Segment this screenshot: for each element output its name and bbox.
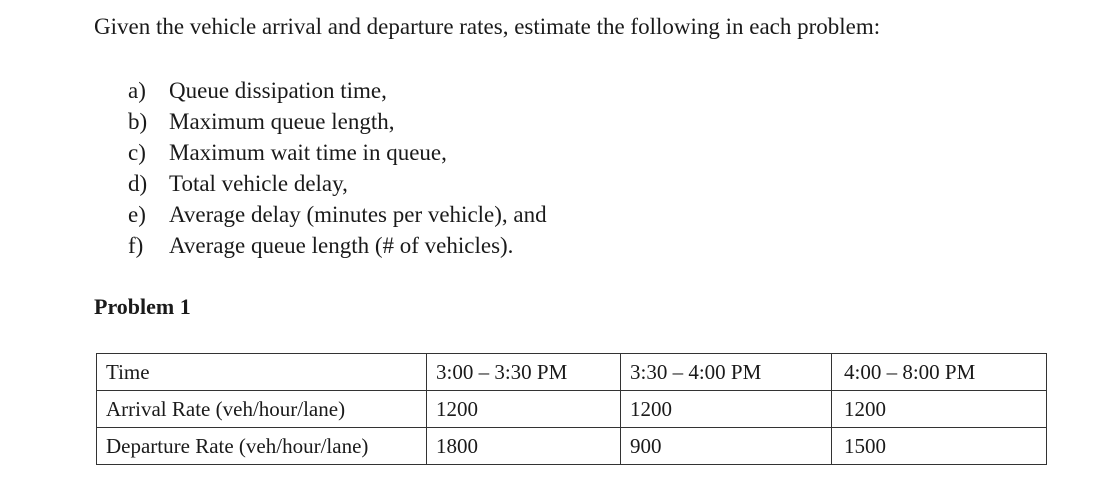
- list-item-text: Average delay (minutes per vehicle), and: [169, 202, 547, 227]
- list-item: [128, 168, 547, 199]
- problem-heading: Problem 1: [94, 294, 191, 319]
- table-cell: 900: [621, 428, 832, 465]
- table-row: [97, 428, 1047, 465]
- table-row: [97, 391, 1047, 428]
- list-item-letter: f): [128, 233, 144, 258]
- list-item: [128, 75, 547, 106]
- table-header-cell: 4:00 – 8:00 PM: [832, 354, 1047, 391]
- list-item-letter: b): [128, 109, 148, 134]
- table-cell: 1200: [832, 391, 1047, 428]
- list-item-text: Maximum queue length,: [169, 109, 395, 134]
- task-list: [128, 75, 547, 261]
- list-item: [128, 230, 547, 261]
- list-item-letter: a): [128, 78, 146, 103]
- table-cell: Arrival Rate (veh/hour/lane): [97, 391, 427, 428]
- table-cell: 1200: [621, 391, 832, 428]
- list-item-letter: d): [128, 171, 148, 196]
- list-item: [128, 106, 547, 137]
- list-item-letter: c): [128, 140, 146, 165]
- list-item-text: Queue dissipation time,: [169, 78, 387, 103]
- list-item-letter: e): [128, 202, 146, 227]
- list-item-text: Total vehicle delay,: [169, 171, 348, 196]
- table-cell: Departure Rate (veh/hour/lane): [97, 428, 427, 465]
- table-cell: 1500: [832, 428, 1047, 465]
- intro-text: Given the vehicle arrival and departure rates, estimate the following in each problem:: [94, 14, 881, 39]
- list-item-text: Average queue length (# of vehicles).: [169, 233, 514, 258]
- list-item: [128, 199, 547, 230]
- table-cell: 1800: [427, 428, 621, 465]
- table-header-cell: 3:30 – 4:00 PM: [621, 354, 832, 391]
- list-item-text: Maximum wait time in queue,: [169, 140, 447, 165]
- table-header-row: [97, 354, 1047, 391]
- rates-table: [96, 353, 1047, 465]
- list-item: [128, 137, 547, 168]
- table-cell: 1200: [427, 391, 621, 428]
- table-header-cell: Time: [97, 354, 427, 391]
- table-header-cell: 3:00 – 3:30 PM: [427, 354, 621, 391]
